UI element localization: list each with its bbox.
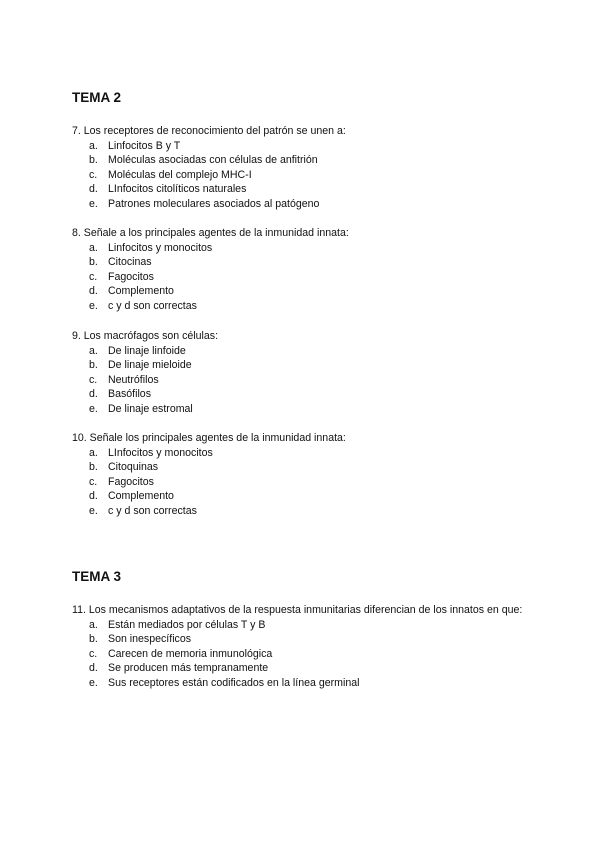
option-letter: b. <box>89 633 98 646</box>
option-letter: d. <box>89 490 98 503</box>
option-letter: c. <box>89 270 98 283</box>
options-list <box>72 241 532 314</box>
option-item <box>72 255 532 270</box>
option-text: c y d son correctas <box>108 299 197 312</box>
option-item <box>72 299 532 314</box>
option-text: Moléculas del complejo MHC-I <box>108 168 252 181</box>
option-item <box>72 647 532 662</box>
option-text: De linaje mieloide <box>108 359 192 372</box>
option-text: Citocinas <box>108 256 152 269</box>
question-text: 8. Señale a los principales agentes de la inmunidad innata: <box>72 227 349 239</box>
option-text: c y d son correctas <box>108 504 197 517</box>
option-item <box>72 358 532 373</box>
option-text: Citoquinas <box>108 461 159 474</box>
question-11 <box>72 603 532 691</box>
option-letter: e. <box>89 299 98 312</box>
option-item <box>72 387 532 402</box>
option-text: De linaje linfoide <box>108 344 186 357</box>
option-letter: c. <box>89 475 98 488</box>
option-letter: e. <box>89 197 98 210</box>
option-letter: b. <box>89 256 98 269</box>
question-text: 9. Los macrófagos son células: <box>72 330 219 342</box>
option-item <box>72 676 532 691</box>
option-letter: b. <box>89 461 98 474</box>
option-item <box>72 446 532 461</box>
option-letter: c. <box>89 373 98 386</box>
question-10 <box>72 431 532 519</box>
option-letter: d. <box>89 285 98 298</box>
option-item <box>72 632 532 647</box>
option-letter: c. <box>89 168 98 181</box>
option-text: Complemento <box>108 490 174 503</box>
option-text: Sus receptores están codificados en la línea germinal <box>108 676 360 689</box>
option-text: Moléculas asociadas con células de anfitrión <box>108 154 318 167</box>
section-title-tema-3: TEMA 3 <box>72 569 122 584</box>
option-letter: a. <box>89 446 98 459</box>
option-letter: e. <box>89 402 98 415</box>
option-text: Se producen más tempranamente <box>108 662 269 675</box>
option-letter: a. <box>89 618 98 631</box>
question-9 <box>72 329 532 417</box>
question-text: 10. Señale los principales agentes de la inmunidad innata: <box>72 432 346 444</box>
option-letter: a. <box>89 344 98 357</box>
option-text: Fagocitos <box>108 475 154 488</box>
option-item <box>72 489 532 504</box>
option-text: Linfocitos y monocitos <box>108 241 213 254</box>
option-item <box>72 373 532 388</box>
option-letter: e. <box>89 504 98 517</box>
option-item <box>72 284 532 299</box>
question-text: 11. Los mecanismos adaptativos de la respuesta inmunitarias diferencian de los innatos en que: <box>72 604 523 616</box>
option-item <box>72 504 532 519</box>
option-text: De linaje estromal <box>108 402 193 415</box>
option-letter: d. <box>89 388 98 401</box>
option-item <box>72 182 532 197</box>
option-item <box>72 344 532 359</box>
option-text: Carecen de memoria inmunológica <box>108 647 273 660</box>
option-text: Son inespecíficos <box>108 633 192 646</box>
option-text: Están mediados por células T y B <box>108 618 266 631</box>
option-letter: b. <box>89 359 98 372</box>
option-letter: a. <box>89 241 98 254</box>
option-text: LInfocitos y monocitos <box>108 446 213 459</box>
option-item <box>72 270 532 285</box>
question-8 <box>72 226 532 314</box>
options-list <box>72 139 532 212</box>
option-item <box>72 460 532 475</box>
option-text: Neutrófilos <box>108 373 159 386</box>
option-text: Basófilos <box>108 388 151 401</box>
option-letter: c. <box>89 647 98 660</box>
option-letter: b. <box>89 154 98 167</box>
option-letter: d. <box>89 183 98 196</box>
question-7 <box>72 124 532 212</box>
option-item <box>72 197 532 212</box>
option-text: Linfocitos B y T <box>108 139 181 152</box>
option-item <box>72 153 532 168</box>
option-letter: d. <box>89 662 98 675</box>
options-list <box>72 446 532 519</box>
options-list <box>72 618 532 691</box>
section-title-tema-2: TEMA 2 <box>72 90 122 105</box>
option-text: Complemento <box>108 285 174 298</box>
option-text: LInfocitos citolíticos naturales <box>108 183 247 196</box>
option-item <box>72 402 532 417</box>
option-text: Patrones moleculares asociados al patógeno <box>108 197 320 210</box>
options-list <box>72 344 532 417</box>
option-item <box>72 168 532 183</box>
option-text: Fagocitos <box>108 270 154 283</box>
option-item <box>72 661 532 676</box>
option-item <box>72 618 532 633</box>
option-item <box>72 139 532 154</box>
option-item <box>72 475 532 490</box>
question-text: 7. Los receptores de reconocimiento del patrón se unen a: <box>72 125 346 137</box>
option-item <box>72 241 532 256</box>
option-letter: e. <box>89 676 98 689</box>
option-letter: a. <box>89 139 98 152</box>
